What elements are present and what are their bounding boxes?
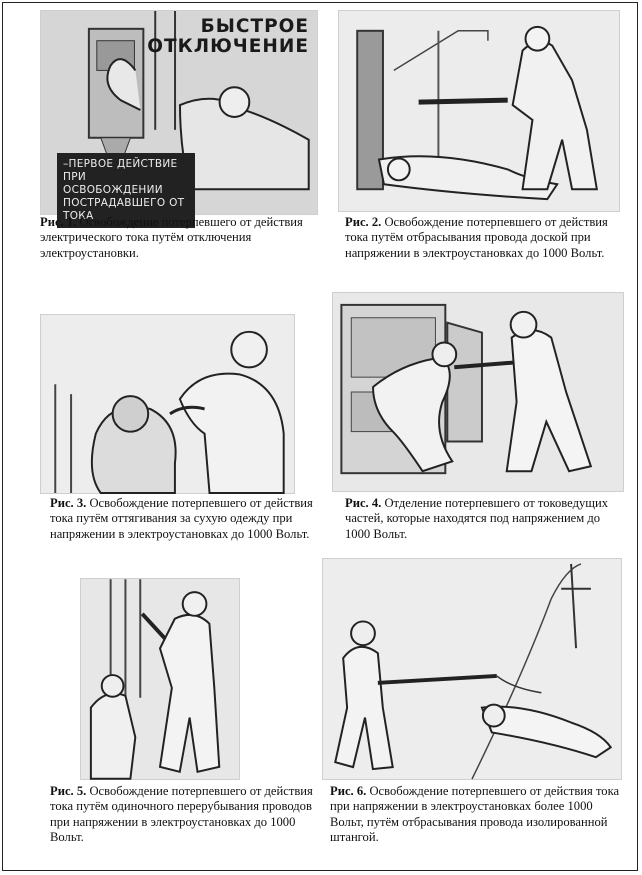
poster-title-line1: БЫСТРОЕ (200, 16, 309, 37)
figure-6-text: Освобождение потерпевшего от действия тока при напряжении в электроустановках более 1000 Вольт, путём отбрасывания провода изолированной штангой. (330, 784, 620, 845)
figure-1-label: Рис. 1. (40, 215, 77, 229)
figure-2-label: Рис. 2. (345, 215, 382, 229)
figure-4-label: Рис. 4. (345, 496, 382, 510)
figure-2-caption (345, 215, 625, 261)
figure-6-caption (330, 784, 625, 846)
poster-box-line2: ПРИ ОСВОБОЖДЕНИИ (63, 171, 163, 196)
figure-1-caption (40, 215, 325, 261)
figure-3-illustration (40, 314, 295, 494)
poster-title-line2: ОТКЛЮЧЕНИЕ (147, 36, 309, 57)
figure-4-text: Отделение потерпевшего от токоведущих частей, которые находятся под напряжением до 1000 Вольт. (345, 496, 609, 541)
figure-5-illustration (80, 578, 240, 780)
figure-1-text: Освобождение потерпевшего от действия электрического тока путём отключения электроустановки. (40, 215, 303, 260)
figure-2-text: Освобождение потерпевшего от действия тока путём отбрасывания провода доской при напряжении в электроустановках до 1000 Вольт. (345, 215, 608, 260)
poster-box-line3: ПОСТРАДАВШЕГО ОТ ТОКА (63, 197, 185, 222)
figure-6-illustration (322, 558, 622, 780)
figure-2-illustration (338, 10, 620, 212)
figure-4-caption (345, 496, 625, 542)
figure-3-text: Освобождение потерпевшего от действия тока путём оттягивания за сухую одежду при напряжении в электроустановках до 1000 Вольт. (50, 496, 313, 541)
figure-5-caption (50, 784, 320, 846)
figure-3-label: Рис. 3. (50, 496, 87, 510)
figure-6-label: Рис. 6. (330, 784, 367, 798)
poster-box-line1: –ПЕРВОЕ ДЕЙСТВИЕ (63, 158, 178, 170)
figure-5-text: Освобождение потерпевшего от действия тока путём одиночного перерубывания проводов при напряжении в электроустановках до 1000 Вольт. (50, 784, 313, 845)
figure-4-illustration (332, 292, 624, 492)
figure-5-label: Рис. 5. (50, 784, 87, 798)
figure-3-caption (50, 496, 325, 542)
